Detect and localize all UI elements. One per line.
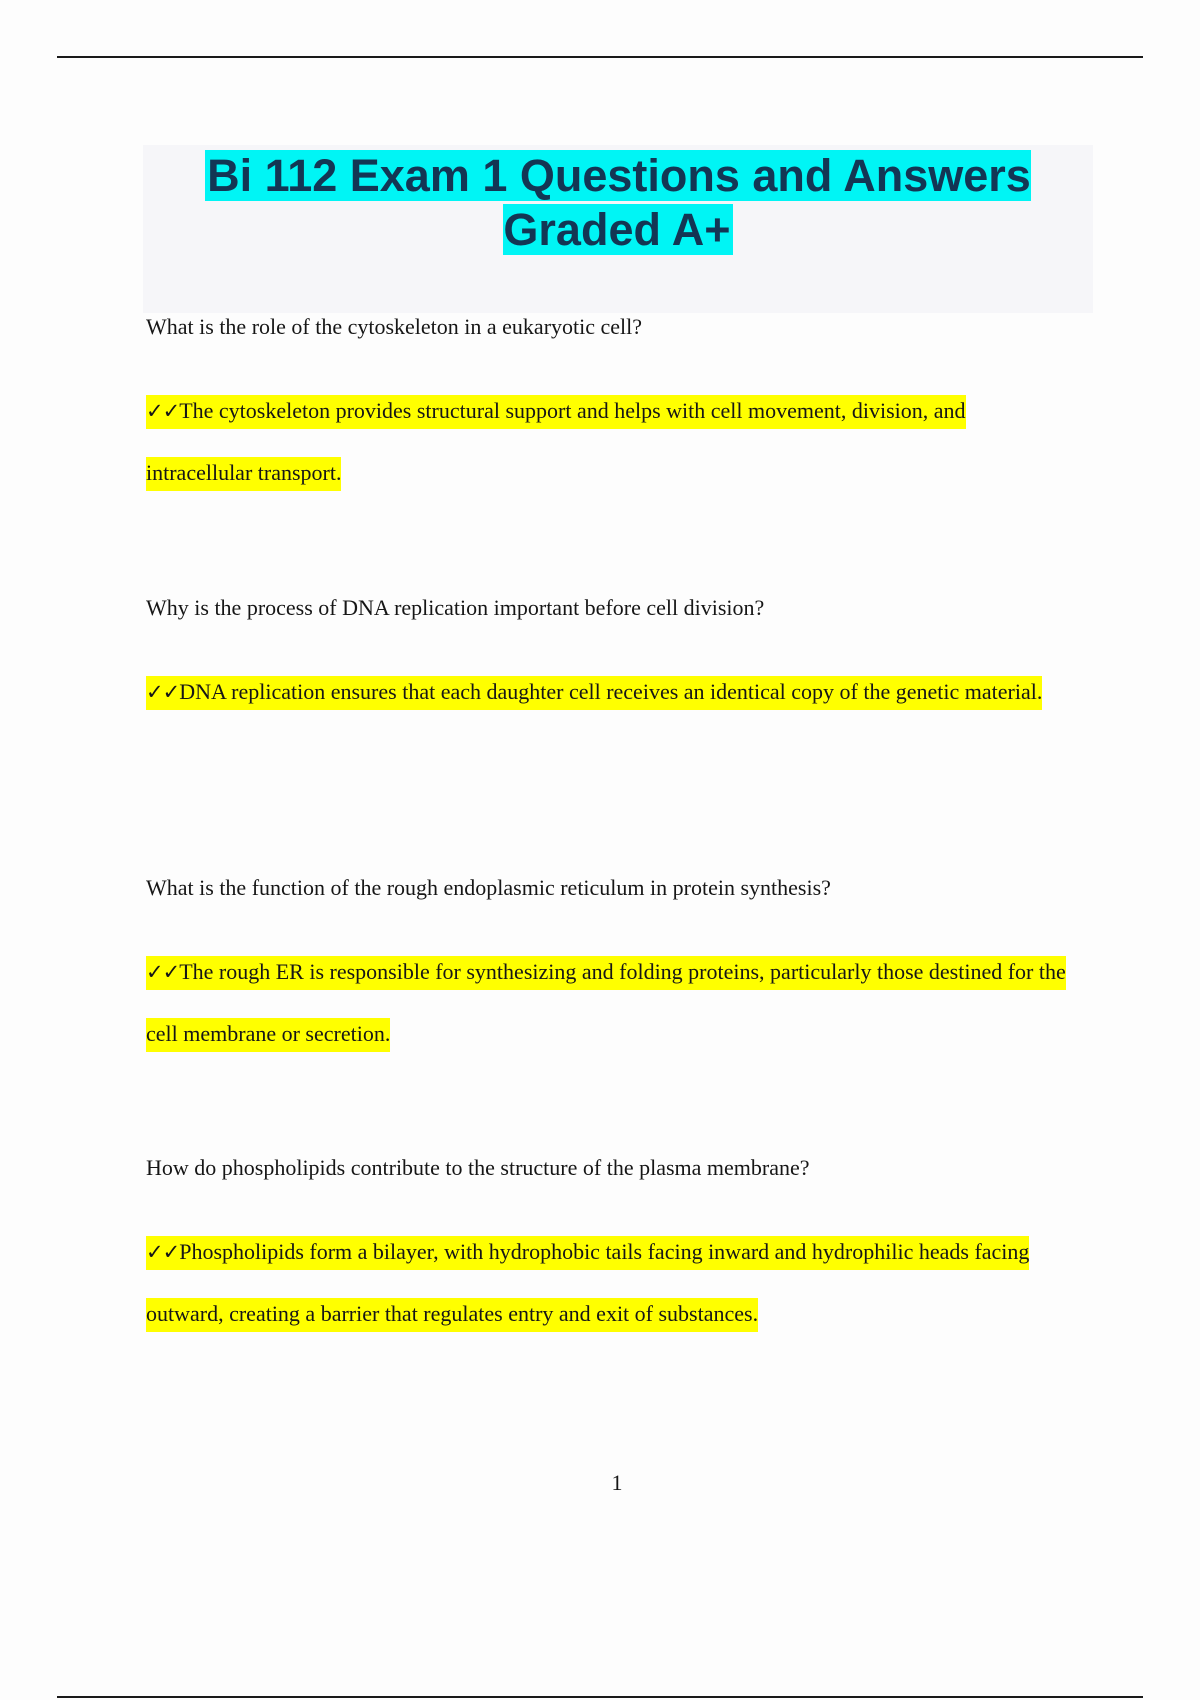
answer-text-2: DNA replication ensures that each daughter cell receives an identical copy of the genetic material. (179, 679, 1043, 704)
check-icon: ✓✓ (146, 680, 180, 704)
qa-item-1 (146, 312, 1066, 503)
question-4: How do phospholipids contribute to the structure of the plasma membrane? (146, 1155, 810, 1180)
qa-item-4 (146, 1153, 1066, 1344)
answer-text-1: The cytoskeleton provides structural support and helps with cell movement, division, and intracellular transport. (146, 398, 966, 485)
answer-text-3: The rough ER is responsible for synthesizing and folding proteins, particularly those destined for the cell membrane or secretion. (146, 959, 1066, 1046)
question-3: What is the function of the rough endoplasmic reticulum in protein synthesis? (146, 875, 831, 900)
answer-2 (146, 661, 1066, 723)
answer-3 (146, 941, 1066, 1064)
document-title-text: Bi 112 Exam 1 Questions and Answers Graded A+ (207, 150, 1031, 255)
document-title (143, 145, 1093, 257)
bottom-rule (57, 1696, 1143, 1698)
question-1: What is the role of the cytoskeleton in a eukaryotic cell? (146, 314, 643, 339)
answer-1 (146, 380, 1066, 503)
qa-item-3 (146, 873, 1066, 1064)
page-number: 1 (611, 1470, 623, 1495)
answer-4 (146, 1221, 1066, 1344)
top-rule (57, 56, 1143, 58)
question-2: Why is the process of DNA replication important before cell division? (146, 595, 765, 620)
check-icon: ✓✓ (146, 399, 180, 423)
check-icon: ✓✓ (146, 1240, 180, 1264)
title-block (143, 145, 1093, 313)
check-icon: ✓✓ (146, 960, 180, 984)
answer-text-4: Phospholipids form a bilayer, with hydrophobic tails facing inward and hydrophilic heads facing outward, creating a barrier that regulates entry and exit of substances. (146, 1239, 1030, 1326)
qa-item-2 (146, 593, 1066, 723)
